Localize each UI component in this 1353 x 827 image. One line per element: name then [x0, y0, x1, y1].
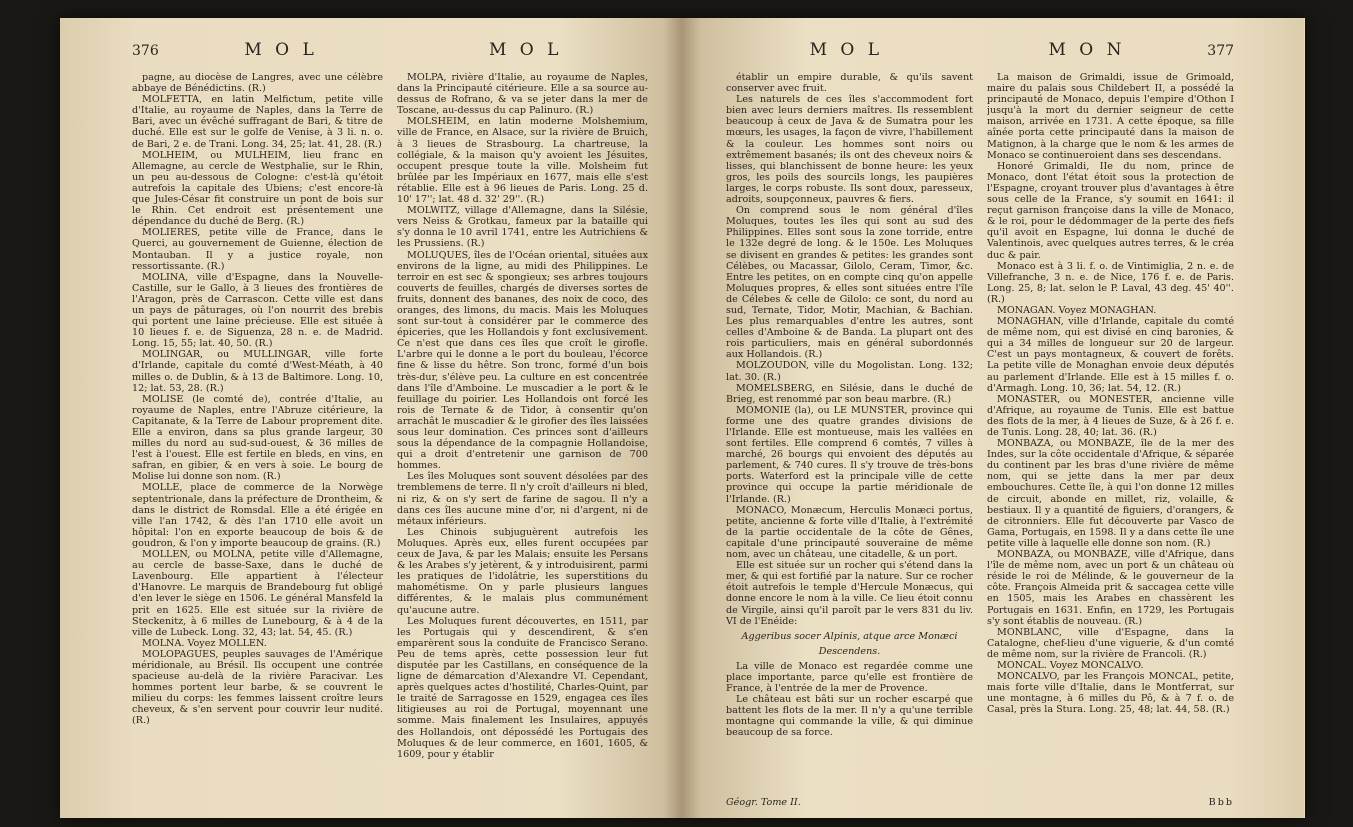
entry-paragraph: Les îles Moluques sont souvent désolées par des tremblemens de terre. Il n'y croît d'ailleurs ni bled, ni riz, & on s'y sert de farine de sagou. Il n'y a dans ces îles aucune mine d'or, ni d'argent, ni de métaux inférieurs.	[397, 471, 648, 527]
entry-paragraph: MOLLEN, ou MOLNA, petite ville d'Allemagne, au cercle de basse-Saxe, dans le duché de Lavenbourg. Elle appartient à l'électeur d'Hanovre. Le marquis de Brandebourg fut obligé d'en lever le siège en 1506. Le général Mansfeld la prit en 1625. Elle est située sur la rivière de Steckenitz, à 6 milles de Lunebourg, & à 4 de la ville de Lubeck. Long. 32, 43; lat. 54, 45. (R.)	[132, 549, 383, 638]
entry-paragraph: MOLUQUES, îles de l'Océan oriental, situées aux environs de la ligne, au midi des Philippines. Le terroir en est sec & spongieux; ses arbres toujours couverts de feuilles, chargés de diverses sortes de fruits, donnent des bananes, des noix de coco, des oranges, des limons, du macis. Mais les Moluques sont sur-tout à considérer par le commerce des épiceries, que les Hollandois y font exclusivement. Ce n'est que dans ces îles que croît le girofle. L'arbre qui le donne a le port du bouleau, l'écorce fine & lisse du hêtre. Son tronc, formé d'un bois très-dur, s'élève peu. La culture en est concentrée dans l'île d'Amboine. Le muscadier a le port & le feuillage du poirier. Les Hollandois ont forcé les rois de Ternate & de Tidor, à consentir qu'on arrachât le muscadier & le girofier des îles laissées sous leur domination. Ces princes sont d'ailleurs sous la dépendance de la compagnie Hollandoise, qui a droit d'entretenir une garnison de 700 hommes.	[397, 249, 648, 472]
virgil-verse	[726, 631, 973, 657]
entry-paragraph: MOLIERES, petite ville de France, dans le Querci, au gouvernement de Guienne, élection de Montauban. Il y a justice royale, non ressortissante. (R.)	[132, 227, 383, 272]
entry-paragraph: MONAGHAN, ville d'Irlande, capitale du comté de même nom, qui est divisé en cinq baronies, & qui a 34 milles de longueur sur 20 de largeur. C'est un pays montagneux, & couvert de forêts. La petite ville de Monaghan envoie deux députés au parlement d'Irlande. Elle est à 15 milles f. o. d'Armagh. Long. 10, 36; lat. 54, 12. (R.)	[987, 316, 1234, 394]
entry-paragraph: Elle est située sur un rocher qui s'étend dans la mer, & qui est fortifié par la nature. Sur ce rocher étoit autrefois le temple d'Hercule Monæcus, qui donne encore le nom à la ville. Ce lieu étoit connu de Virgile, ainsi qu'il paroît par le vers 831 du liv. VI de l'Enéide:	[726, 560, 973, 627]
left-page	[60, 18, 682, 818]
entry-paragraph: MONBAZA, ou MONBAZE, île de la mer des Indes, sur la côte occidentale d'Afrique, & séparée du continent par les bras d'une rivière de même nom, qui se jette dans la mer par deux embouchures. Cette île, à qui l'on donne 12 milles de circuit, abonde en millet, riz, volaille, & bestiaux. Il y a quantité de figuiers, d'orangers, & de citronniers. Elle fut découverte par Vasco de Gama, Portugais, en 1598. Il y a dans cette île une petite ville à laquelle elle donne son nom. (R.)	[987, 438, 1234, 549]
entry-paragraph: MONAGAN. Voyez MONAGHAN.	[997, 304, 1157, 316]
left-page-header	[132, 40, 648, 62]
entry-paragraph: Les Moluques furent découvertes, en 1511, par les Portugais qui y descendirent, & s'en emparèrent sous la conduite de Francisco Serano. Peu de tems après, cette possession leur fut disputée par les Castillans, en conséquence de la ligne de démarcation d'Alexandre VI. Cependant, après quelques actes d'hostilité, Charles-Quint, par le traité de Sarragosse en 1529, engagea ces îles litigieuses au roi de Portugal, moyennant une somme. Mais finalement les Insulaires, appuyés des Hollandois, ont dépossédé les Portugais des Moluques & de leur commerce, en 1601, 1605, & 1609, pour y établir	[397, 615, 648, 760]
right-page	[682, 18, 1304, 818]
verse-line: Descendens.	[818, 645, 881, 657]
right-col1-body	[726, 72, 973, 627]
right-column-1	[726, 72, 973, 812]
entry-paragraph: Honoré Grimaldi, IIe du nom, prince de Monaco, dont l'état étoit sous la protection de l'Espagne, croyant trouver plus d'avantages à être sous celle de la France, s'y soumit en 1641: il reçut garnison françoise dans la ville de Monaco, & le roi, pour le dédommager de la perte des fiefs qu'il avoit en Espagne, lui donna le duché de Valentinois, avec quelques autres terres, & le créa duc & pair.	[987, 160, 1234, 261]
left-column-1	[132, 72, 383, 812]
entry-paragraph: Le château est bâti sur un rocher escarpé que battent les flots de la mer. Il n'y a qu'une terrible montagne qui commande la ville, & qui diminue beaucoup de sa force.	[726, 694, 973, 739]
entry-paragraph: MOLPA, rivière d'Italie, au royaume de Naples, dans la Principauté citérieure. Elle a sa source au-dessus de Rofrano, & va se jeter dans la mer de Toscane, au-dessus du cap Palinuro. (R.)	[397, 72, 648, 117]
entry-paragraph: La ville de Monaco est regardée comme une place importante, parce qu'elle est frontière de France, à l'entrée de la mer de Provence.	[726, 660, 973, 695]
entry-paragraph: MONBAZA, ou MONBAZE, ville d'Afrique, dans l'île de même nom, avec un port & un château où réside le roi de Mélinde, & le gouverneur de la côte. François Almeida prit & saccagea cette ville en 1505, mais les Arabes en chassèrent les Portugais en 1631. Enfin, en 1729, les Portugais s'y sont établis de nouveau. (R.)	[987, 549, 1234, 627]
left-column-2	[397, 72, 648, 812]
entry-paragraph: MOLINA, ville d'Espagne, dans la Nouvelle-Castille, sur le Gallo, à 3 lieues des frontières de l'Aragon, près de Carrascon. Cette ville est dans un pays de pâturages, où l'on nourrit des brebis qui portent une laine précieuse. Elle est située à 10 lieues f. e. de Siguenza, 28 n. e. de Madrid. Long. 15, 55; lat. 40, 50. (R.)	[132, 271, 383, 350]
entry-paragraph: MOMELSBERG, en Silésie, dans le duché de Brieg, est renommé par son beau marbre. (R.)	[726, 382, 973, 405]
right-page-header	[726, 40, 1234, 62]
right-col1-tail	[726, 661, 973, 739]
book-spread	[60, 18, 1305, 818]
entry-paragraph: On comprend sous le nom général d'îles Moluques, toutes les îles qui sont au sud des Philippines. Elles sont sous la zone torride, entre le 132e degré de long. & le 150e. Les Moluques se divisent en grandes & petites: les grandes sont Célèbes, ou Macassar, Gilolo, Ceram, Timor, &c. Entre les petites, on en compte cinq qu'on appelle Moluques propres, & elles sont situées entre l'île de Célebes & celle de Gilolo: ce sont, du nord au sud, Ternate, Tidor, Motir, Machian, & Bachian. Les plus remarquables d'entre les autres, sont celles d'Amboine & de Banda. La plupart ont des rois particuliers, mais en général subordonnés aux Hollandois. (R.)	[726, 205, 973, 361]
right-running-head-2: M O N	[1048, 40, 1126, 60]
entry-paragraph: Monaco est à 3 li. f. o. de Vintimiglia, 2 n. e. de Villefranche, 3 n. e. de Nice, 176 f. e. de Paris. Long. 25, 8; lat. selon le P. Laval, 43 deg. 45' 40''. (R.)	[987, 260, 1234, 305]
entry-paragraph: Les naturels de ces îles s'accommodent fort bien avec leurs derniers maîtres. Ils ressemblent beaucoup à ceux de Java & de Sumatra pour les mœurs, les usages, la façon de vivre, l'habillement & la couleur. Les hommes sont noirs ou extrêmement basanés; ils ont des cheveux noirs & lisses, qui blanchissent de bonne heure: les yeux gros, les poils des sourcils longs, les paupières larges, le corps robuste. Ils sont doux, paresseux, adroits, soupçonneux, pauvres & fiers.	[726, 94, 973, 206]
entry-paragraph: La maison de Grimaldi, issue de Grimoald, maire du palais sous Childebert II, a possédé la principauté de Monaco, depuis l'empire d'Othon I jusqu'à la mort du dernier seigneur de cette maison, arrivée en 1731. A cette époque, sa fille aînée porta cette principauté dans la maison de Matignon, à la charge que le nom & les armes de Monaco se continueroient dans ses descendans.	[987, 72, 1234, 161]
entry-paragraph: MOLWITZ, village d'Allemagne, dans la Silésie, vers Neiss & Grotkau, fameux par la bataille qui s'y donna le 10 avril 1741, entre les Autrichiens & les Prussiens. (R.)	[397, 205, 648, 250]
entry-paragraph: MOLISE (le comté de), contrée d'Italie, au royaume de Naples, entre l'Abruze citérieure, la Capitanate, & la Terre de Labour proprement dite. Elle a environ, dans sa plus grande largeur, 30 milles du nord au sud-sud-ouest, & 36 milles de l'est à l'ouest. Elle est fertile en bleds, en vins, en safran, en gibier, & en vers à soie. Le bourg de Molise lui donne son nom. (R.)	[132, 393, 383, 483]
entry-paragraph: MONACO, Monæcum, Herculis Monæci portus, petite, ancienne & forte ville d'Italie, à l'extrémité de la partie occidentale de la côte de Gênes, capitale d'une principauté souveraine de même nom, avec un château, une citadelle, & un port.	[726, 504, 973, 561]
entry-paragraph: établir un empire durable, & qu'ils savent conserver avec fruit.	[726, 72, 973, 95]
left-page-columns	[132, 72, 648, 812]
verse-line: Aggeribus socer Alpinis, atque arce Monæci	[741, 630, 958, 642]
right-page-number: 377	[1207, 43, 1235, 59]
entry-paragraph: MONCAL. Voyez MONCALVO.	[997, 659, 1144, 671]
entry-paragraph: MOLNA. Voyez MOLLEN.	[142, 637, 267, 649]
right-column-2	[987, 72, 1234, 812]
entry-paragraph: Les Chinois subjuguèrent autrefois les Moluques. Après eux, elles furent occupées par ceux de Java, & par les Malais; ensuite les Persans & les Arabes s'y jetèrent, & y introduisirent, parmi les pratiques de l'idolâtrie, les superstitions du mahométisme. On y parle plusieurs langues différentes, & le malais plus communément qu'aucune autre.	[397, 526, 648, 616]
entry-paragraph: pagne, au diocèse de Langres, avec une célèbre abbaye de Bénédictins. (R.)	[132, 72, 383, 95]
footer-signature: Bbb	[1208, 797, 1234, 808]
entry-paragraph: MOLSHEIM, en latin moderne Molshemium, ville de France, en Alsace, sur la rivière de Bruich, à 3 lieues de Strasbourg. La chartreuse, la collégiale, & la maison qu'y avoient les Jésuites, occupent presque toute la ville. Molsheim fut brûlée par les Impériaux en 1677, mais elle s'est rétablie. Elle est à 96 lieues de Paris. Long. 25 d. 10' 17''; lat. 48 d. 32' 29''. (R.)	[397, 116, 648, 206]
entry-paragraph: MOLOPAGUES, peuples sauvages de l'Amérique méridionale, au Brésil. Ils occupent une contrée spacieuse au-delà de la rivière Paracivar. Les hommes portent leur barbe, & se couvrent le milieu du corps: les femmes laissent croître leurs cheveux, & s'en servent pour couvrir leur nudité. (R.)	[132, 648, 383, 727]
entry-paragraph: MOLLE, place de commerce de la Norwège septentrionale, dans la préfecture de Drontheim, & dans le district de Romsdal. Elle a été érigée en ville l'an 1742, & dès l'an 1710 elle avoit un hôpital: l'on en exporte beaucoup de bois & de goudron, & l'on y importe beaucoup de grains. (R.)	[132, 482, 383, 549]
page-footer	[682, 797, 1304, 808]
left-running-head-2: M O L	[488, 40, 563, 60]
footer-volume: Géogr. Tome II.	[726, 797, 801, 808]
left-page-number: 376	[132, 43, 159, 59]
entry-paragraph: MONASTER, ou MONESTER, ancienne ville d'Afrique, au royaume de Tunis. Elle est battue des flots de la mer, à 4 lieues de Suze, & à 26 f. e. de Tunis. Long. 28, 40; lat. 36. (R.)	[987, 393, 1234, 438]
entry-paragraph: MOLHEIM, ou MULHEIM, lieu franc en Allemagne, au cercle de Westphalie, sur le Rhin, un peu au-dessous de Cologne: c'est-là qu'étoit autrefois la capitale des Ubiens; c'est encore-là que Jules-César fit construire un pont de bois sur le Rhin. Cet endroit est présentement une dépendance du duché de Berg. (R.)	[132, 149, 383, 228]
entry-paragraph: MOLFETTA, en latin Melfictum, petite ville d'Italie, au royaume de Naples, dans la Terre de Bari, avec un évêché suffragant de Bari, & titre de duché. Elle est sur le golfe de Venise, à 3 li. n. o. de Bari, 2 e. de Trani. Long. 34, 25; lat. 41, 28. (R.)	[132, 94, 383, 150]
entry-paragraph: MOMONIE (la), ou LE MUNSTER, province qui forme une des quatre grandes divisions de l'Irlande. Elle est montueuse, mais les vallées en sont fertiles. Elle comprend 6 comtés, 7 villes à marché, 26 bourgs qui envoient des députés au parlement, & 740 cures. Il s'y trouve de très-bons ports. Waterford est la principale ville de cette province qui occupe la partie méridionale de l'Irlande. (R.)	[726, 404, 973, 505]
right-running-head-1: M O L	[809, 40, 884, 60]
entry-paragraph: MOLINGAR, ou MULLINGAR, ville forte d'Irlande, capitale du comté d'West-Méath, à 40 milles o. de Dublin, & à 13 de Baltimore. Long. 10, 12; lat. 53, 28. (R.)	[132, 349, 383, 394]
entry-paragraph: MONCALVO, par les François MONCAL, petite, mais forte ville d'Italie, dans le Montferrat, sur une montagne, à 6 milles du Pô, & à 7 f. o. de Casal, près la Stura. Long. 25, 48; lat. 44, 58. (R.)	[987, 671, 1234, 716]
right-page-columns	[726, 72, 1234, 812]
entry-paragraph: MONBLANC, ville d'Espagne, dans la Catalogne, chef-lieu d'une viguerie, & d'un comté de même nom, sur la rivière de Francoli. (R.)	[987, 626, 1234, 660]
entry-paragraph: MOLZOUDON, ville du Mogolistan. Long. 132; lat. 30. (R.)	[726, 360, 973, 383]
left-running-head-1: M O L	[244, 40, 318, 60]
